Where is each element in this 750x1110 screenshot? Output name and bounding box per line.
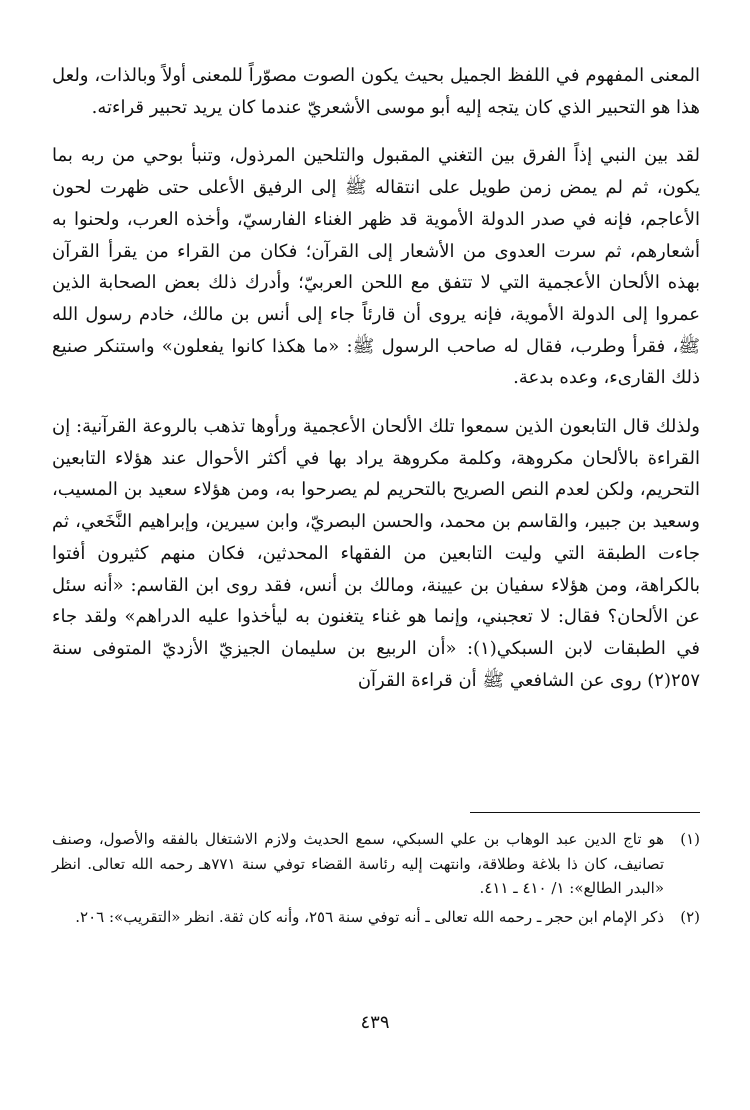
footnote-2-text: ذكر الإمام ابن حجر ـ رحمه الله تعالى ـ أنه توفي سنة ٢٥٦، وأنه كان ثقة. انظر «التقريب»: ٢٠٦. (75, 908, 664, 927)
footnotes-section (52, 812, 700, 934)
footnote-2-number: (٢) (680, 908, 700, 927)
body-paragraph-2: لقد بين النبي إذاً الفرق بين التغني المقبول والتلحين المرذول، وتنبأ بوحي من ربه بما يكون، ثم لم يمض زمن طويل على انتقاله ﷺ إلى الرفيق الأعلى حتى ظهرت لحون الأعاجم، فإنه في صدر الدولة الأموية قد ظهر الغناء الفارسيّ، وأخذه العرب، ولحنوا به أشعارهم، ثم سرت العدوى من الأشعار إلى القرآن؛ فكان من القراء من يقرأ القرآن بهذه الألحان الأعجمية التي لا تتفق مع اللحن العربيّ؛ وأدرك ذلك بعض الصحابة الذين عمروا إلى الدولة الأموية، فإنه يروى أن قارئاً جاء إلى أنس بن مالك، خادم رسول الله ﷺ، فقرأ وطرب، فقال له صاحب الرسول ﷺ: «ما هكذا كانوا يفعلون» واستنكر صنيع ذلك القارىء، وعده بدعة. (52, 145, 700, 389)
footnote-2 (52, 905, 700, 930)
footnote-1-text: هو تاج الدين عبد الوهاب بن علي السبكي، سمع الحديث ولازم الاشتغال بالفقه والأصول، وصنف تصانيف، كان ذا بلاغة وطلاقة، وانتهت إليه رئاسة القضاء توفي سنة ٧٧١هـ رحمه الله تعالى. انظر «البدر الطالع»: ١/ ٤١٠ ـ ٤١١. (52, 830, 664, 898)
footnote-separator (470, 812, 700, 813)
footnote-1-number: (١) (680, 830, 700, 848)
body-paragraph-3: ولذلك قال التابعون الذين سمعوا تلك الألحان الأعجمية ورأوها تذهب بالروعة القرآنية: إن القراءة بالألحان مكروهة، وكلمة مكروهة يراد بها في أكثر الأحوال عند هؤلاء التابعين التحريم، ولكن لعدم النص الصريح بالتحريم لم يصرحوا به، ومن هؤلاء سعيد بن المسيب، وسعيد بن جبير، والقاسم بن محمد، والحسن البصريّ، وابن سيرين، وإبراهيم النَّخَعي، ثم جاءت الطبقة التي وليت التابعين من الفقهاء المحدثين، فكان منهم كثيرون أفتوا بالكراهة، ومن هؤلاء سفيان بن عيينة، ومالك بن أنس، فقد روى ابن القاسم: «أنه سئل عن الألحان؟ فقال: لا تعجبني، وإنما هو غناء يتغنون به ليأخذوا عليه الدراهم» ولقد جاء في الطبقات لابن السبكي(١): «أن الربيع بن سليمان الجيزيّ الأزديّ المتوفى سنة ٢٥٧(٢) روى عن الشافعي ﷺ أن قراءة القرآن (52, 416, 700, 691)
body-paragraph-1: المعنى المفهوم في اللفظ الجميل بحيث يكون الصوت مصوّراً للمعنى أولاً وبالذات، ولعل هذا هو التحبير الذي كان يتجه إليه أبو موسى الأشعريّ عندما كان يريد تحبير قراءته. (52, 65, 700, 118)
page-number: ٤٣٩ (360, 1012, 390, 1033)
footnote-1 (52, 827, 700, 901)
